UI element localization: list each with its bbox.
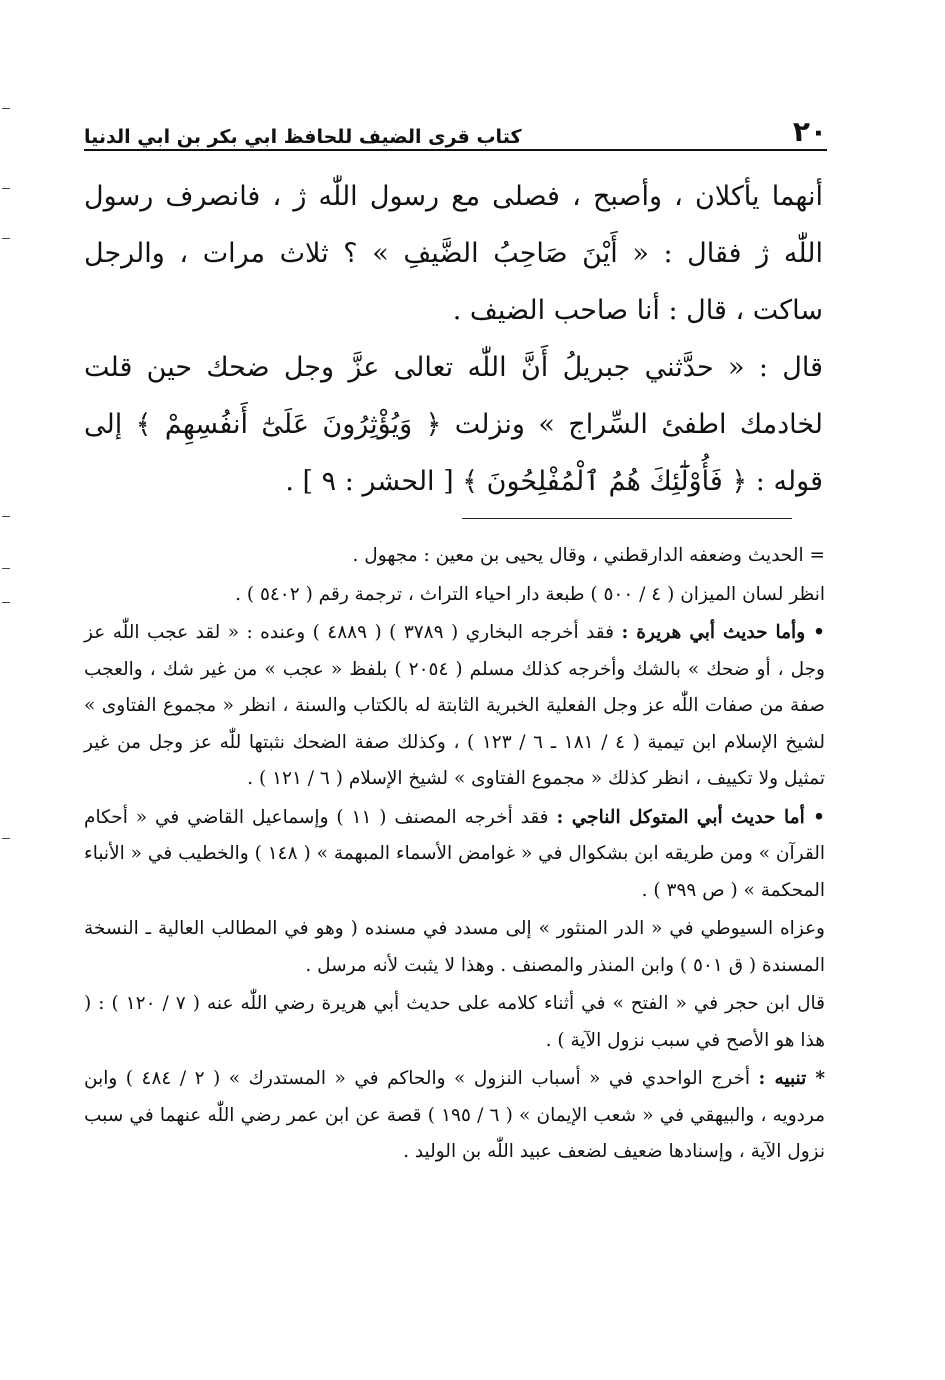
footnote-separator	[462, 518, 792, 519]
scan-margin-marks	[0, 0, 20, 1380]
footnote-line: انظر لسان الميزان ( ٤ / ٥٠٠ ) طبعة دار احياء التراث ، ترجمة رقم ( ٥٤٠٢ ) .	[235, 583, 825, 605]
running-header	[84, 112, 827, 148]
main-paragraph: قال : « حدَّثني جبريلُ أَنَّ اللّٰه تعالى عزَّ وجل ضحك حين قلت لخادمك اطفئ السِّراج » ونزلت ﴿ وَيُؤْثِرُونَ عَلَىٰٓ أَنفُسِهِمْ ﴾ إلى قوله : ﴿ فَأُوْلَٰٓئِكَ هُمُ ٱلْمُفْلِحُونَ ﴾ [ الحشر : ٩ ] .	[84, 352, 823, 497]
main-paragraph: أنهما يأكلان ، وأصبح ، فصلى مع رسول اللّٰه ژ ، فانصرف رسول اللّٰه ژ فقال : « أَيْنَ صَاحِبُ الضَّيفِ » ؟ ثلاث مرات ، والرجل ساكت ، قال : أنا صاحب الضيف .	[84, 181, 823, 326]
footnote-text: أخرج الواحدي في « أسباب النزول » والحاكم في « المستدرك » ( ٢ / ٤٨٤ ) وابن مردويه ، والبيهقي في « شعب الإيمان » ( ٦ / ١٩٥ ) قصة عن ابن عمر رضي اللّٰه عنهما في سبب نزول الآية ، وإسنادها ضعيف لضعف عبيد اللّٰه بن الوليد .	[84, 1068, 825, 1162]
footnote-text: فقد أخرجه المصنف ( ١١ ) وإسماعيل القاضي في « أحكام القرآن » ومن طريقه ابن بشكوال في « غوامض الأسماء المبهمة » ( ١٤٨ ) والخطيب في « الأنباء المحكمة » ( ص ٣٩٩ ) .	[84, 806, 825, 901]
header-rule	[84, 149, 827, 151]
footnote-abu-hurayra	[84, 615, 825, 798]
footnotes	[84, 538, 825, 1173]
page-number: ٢٠	[792, 115, 827, 148]
footnote-label: * تنبيه :	[758, 1068, 825, 1089]
footnote-text: فقد أخرجه البخاري ( ٣٧٨٩ ) ( ٤٨٨٩ ) وعنده : « لقد عجب اللّٰه عز وجل ، أو ضحك » بالشك وأخرجه كذلك مسلم ( ٢٠٥٤ ) بلفظ « عجب » من غير شك ، والعجب صفة من صفات اللّٰه عز وجل الفعلية الخبرية الثابتة له بالكتاب والسنة ، انظر « مجموع الفتاوى » لشيخ الإسلام ابن تيمية ( ٤ / ١٨١ ـ ٦ / ١٢٣ ) ، وكذلك صفة الضحك نثبتها للّٰه عز وجل من غير تمثيل ولا تكييف ، انظر كذلك « مجموع الفتاوى » لشيخ الإسلام ( ٦ / ١٢١ ) .	[84, 622, 825, 789]
footnote-ibn-hajar: قال ابن حجر في « الفتح » في أثناء كلامه على حديث أبي هريرة رضي اللّٰه عنه ( ٧ / ١٢٠ ) : ( هذا هو الأصح في سبب نزول الآية ) .	[84, 993, 825, 1051]
book-title: كتاب قرى الضيف للحافظ ابي بكر بن ابي الدنيا	[84, 126, 522, 148]
footnote-line: = الحديث وضعفه الدارقطني ، وقال يحيى بن معين : مجهول .	[352, 545, 825, 566]
main-text	[84, 168, 823, 510]
footnote-suyuti: وعزاه السيوطي في « الدر المنثور » إلى مسدد في مسنده ( وهو في المطالب العالية ـ النسخة المسندة ( ق ٥٠١ ) وابن المنذر والمصنف . وهذا لا يثبت لأنه مرسل .	[84, 918, 825, 976]
footnote-label: • وأما حديث أبي هريرة :	[621, 622, 825, 643]
footnote-abu-mutawakkil	[84, 800, 825, 910]
footnote-label: • أما حديث أبي المتوكل الناجي :	[556, 806, 825, 828]
footnote-tanbih	[84, 1061, 825, 1171]
